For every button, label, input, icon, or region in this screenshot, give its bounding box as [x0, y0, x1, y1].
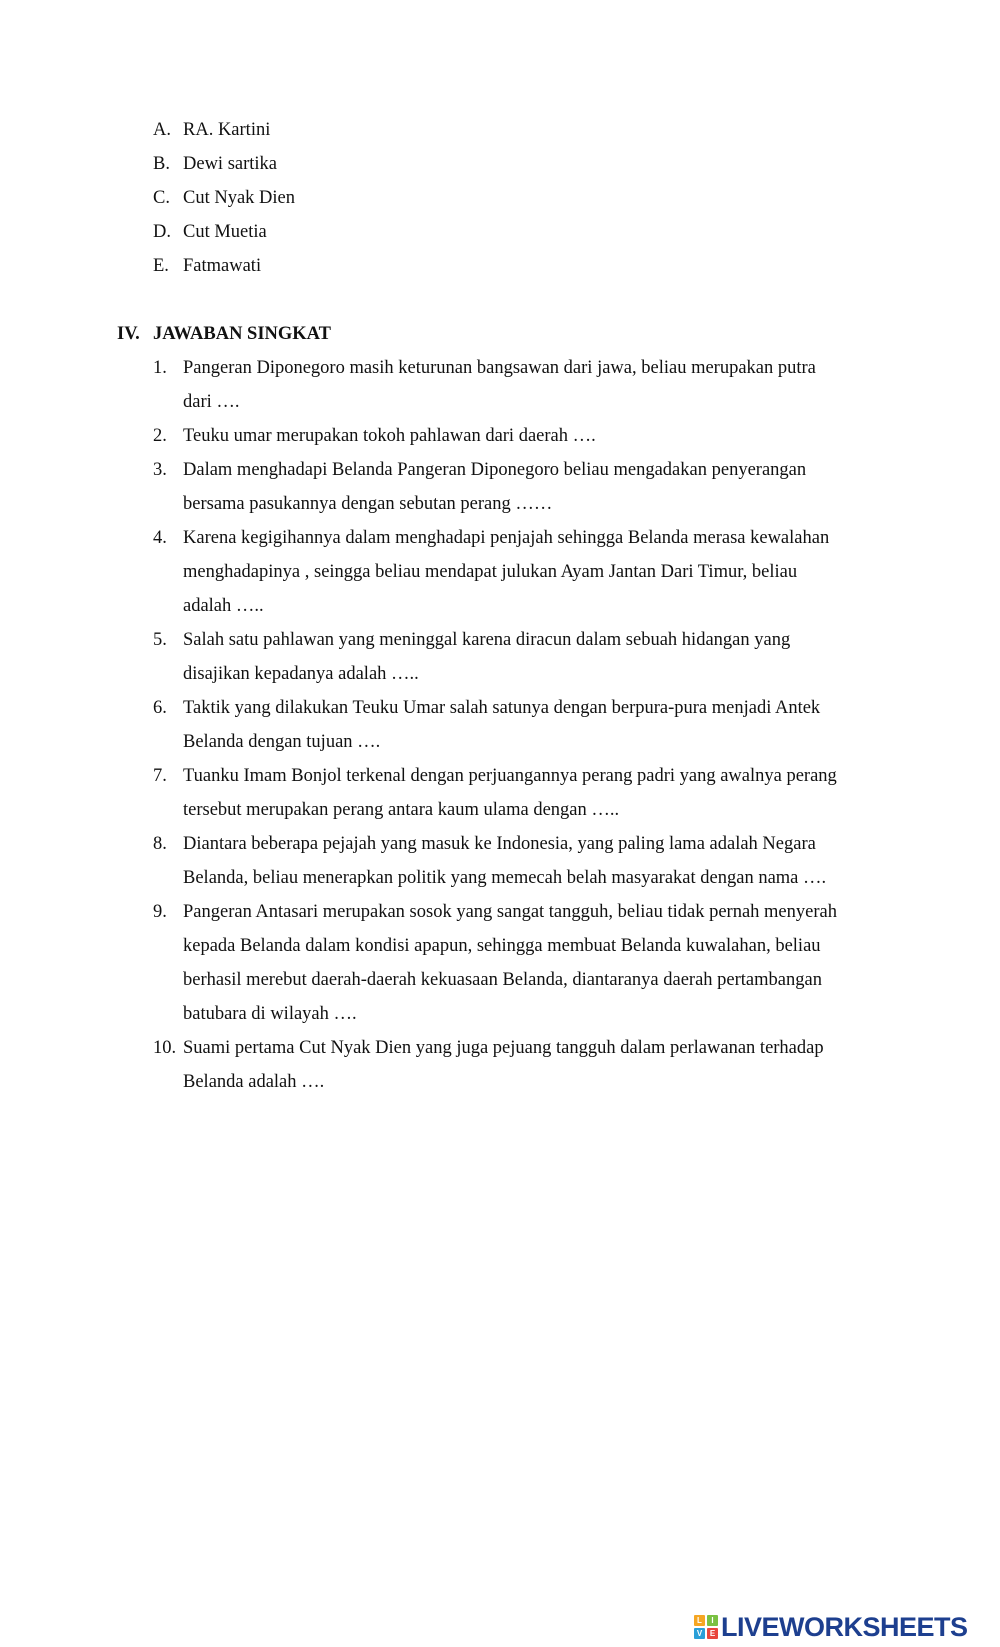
question-10-line-2: Belanda adalah ….	[183, 1072, 325, 1092]
question-4-line-3: adalah …..	[183, 596, 264, 616]
question-5-line-2: disajikan kepadanya adalah …..	[183, 664, 419, 684]
option-d-letter: D.	[153, 222, 171, 242]
question-3-line-2: bersama pasukannya dengan sebutan perang ……	[183, 494, 553, 514]
option-d-text: Cut Muetia	[183, 222, 267, 242]
question-8-number: 8.	[153, 834, 167, 854]
question-2-line-1: Teuku umar merupakan tokoh pahlawan dari daerah ….	[183, 426, 596, 446]
logo-grid-icon	[694, 1615, 718, 1639]
section-title: JAWABAN SINGKAT	[153, 324, 332, 344]
question-10-number: 10.	[153, 1038, 177, 1058]
question-4-number: 4.	[153, 528, 167, 548]
liveworksheets-logo	[694, 1612, 968, 1642]
question-9-line-4: batubara di wilayah ….	[183, 1004, 357, 1024]
option-c-letter: C.	[153, 188, 170, 208]
question-8-line-2: Belanda, beliau menerapkan politik yang memecah belah masyarakat dengan nama ….	[183, 868, 827, 888]
logo-tile-4: E	[707, 1628, 718, 1639]
question-6-line-2: Belanda dengan tujuan ….	[183, 732, 381, 752]
question-9-line-1: Pangeran Antasari merupakan sosok yang sangat tangguh, beliau tidak pernah menyerah	[183, 902, 837, 922]
option-e-text: Fatmawati	[183, 256, 262, 276]
question-4-line-2: menghadapinya , seingga beliau mendapat julukan Ayam Jantan Dari Timur, beliau	[183, 562, 798, 582]
question-6-line-1: Taktik yang dilakukan Teuku Umar salah satunya dengan berpura-pura menjadi Antek	[183, 698, 821, 718]
question-2-number: 2.	[153, 426, 167, 446]
question-7-number: 7.	[153, 766, 167, 786]
question-7-line-1: Tuanku Imam Bonjol terkenal dengan perjuangannya perang padri yang awalnya perang	[183, 766, 837, 786]
question-9-line-3: berhasil merebut daerah-daerah kekuasaan Belanda, diantaranya daerah pertambangan	[183, 970, 822, 990]
logo-text: LIVEWORKSHEETS	[721, 1612, 968, 1642]
question-6-number: 6.	[153, 698, 167, 718]
question-8-line-1: Diantara beberapa pejajah yang masuk ke Indonesia, yang paling lama adalah Negara	[183, 834, 816, 854]
section-numeral: IV.	[117, 324, 140, 344]
question-1-number: 1.	[153, 358, 167, 378]
logo-tile-2: I	[707, 1615, 718, 1626]
question-7-line-2: tersebut merupakan perang antara kaum ulama dengan …..	[183, 800, 620, 820]
logo-tile-1: L	[694, 1615, 705, 1626]
question-5-line-1: Salah satu pahlawan yang meninggal karena diracun dalam sebuah hidangan yang	[183, 630, 791, 650]
question-4-line-1: Karena kegigihannya dalam menghadapi penjajah sehingga Belanda merasa kewalahan	[183, 528, 830, 548]
question-1-line-1: Pangeran Diponegoro masih keturunan bangsawan dari jawa, beliau merupakan putra	[183, 358, 816, 378]
option-c-text: Cut Nyak Dien	[183, 188, 296, 208]
option-b-text: Dewi sartika	[183, 154, 278, 174]
option-a-text: RA. Kartini	[183, 120, 271, 140]
option-e-letter: E.	[153, 256, 169, 276]
question-9-line-2: kepada Belanda dalam kondisi apapun, sehingga membuat Belanda kuwalahan, beliau	[183, 936, 821, 956]
question-10-line-1: Suami pertama Cut Nyak Dien yang juga pejuang tangguh dalam perlawanan terhadap	[183, 1038, 824, 1058]
question-3-number: 3.	[153, 460, 167, 480]
option-b-letter: B.	[153, 154, 170, 174]
question-5-number: 5.	[153, 630, 167, 650]
logo-tile-3: V	[694, 1628, 705, 1639]
question-1-line-2: dari ….	[183, 392, 240, 412]
question-3-line-1: Dalam menghadapi Belanda Pangeran Diponegoro beliau mengadakan penyerangan	[183, 460, 807, 480]
option-a-letter: A.	[153, 120, 171, 140]
question-9-number: 9.	[153, 902, 167, 922]
